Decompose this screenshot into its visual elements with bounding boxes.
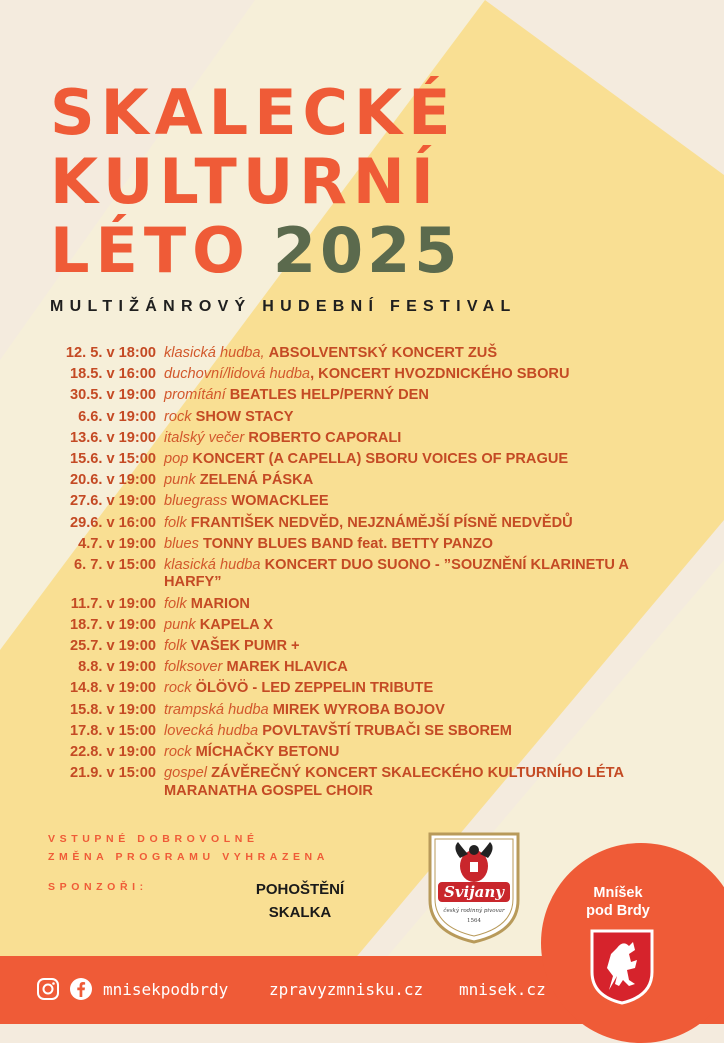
admission-note: VSTUPNÉ DOBROVOLNÉ xyxy=(48,833,259,845)
event-date: 15.8. v 19:00 xyxy=(69,701,156,718)
event-genre: blues xyxy=(164,535,199,552)
town-name xyxy=(568,884,668,920)
event-date: 8.8. v 19:00 xyxy=(78,659,156,676)
event-genre: folksover xyxy=(164,659,223,676)
event-genre: folk xyxy=(164,514,187,531)
facebook-icon[interactable] xyxy=(69,977,93,1001)
event-description xyxy=(164,366,684,384)
schedule-row xyxy=(0,596,724,614)
event-genre: klasická hudba, xyxy=(164,345,265,361)
schedule-row xyxy=(0,345,724,363)
festival-subtitle: MULTIŽÁNROVÝ HUDEBNÍ FESTIVAL xyxy=(50,298,517,315)
schedule-row xyxy=(0,723,724,741)
sponsor-line-2: SKALKA xyxy=(268,904,332,921)
event-date: 25.7. v 19:00 xyxy=(69,637,156,654)
event-genre: duchovní/lidová hudba xyxy=(164,366,311,383)
schedule-row xyxy=(0,659,724,677)
event-date: 12. 5. v 18:00 xyxy=(65,345,156,361)
event-schedule xyxy=(0,345,724,804)
event-description xyxy=(164,596,684,614)
event-date: 22.8. v 19:00 xyxy=(69,743,156,760)
event-name: VAŠEK PUMR + xyxy=(190,637,300,654)
event-genre: trampská hudba xyxy=(164,701,269,718)
event-genre: folk xyxy=(164,637,187,654)
town-name-line-1: Mníšek xyxy=(593,885,643,901)
schedule-row xyxy=(0,409,724,427)
title-line-3 xyxy=(50,214,462,287)
svg-text:český rodinný pivovar: český rodinný pivovar xyxy=(443,908,505,914)
event-genre: punk xyxy=(164,472,196,489)
title-year: 2025 xyxy=(272,214,462,287)
event-description xyxy=(164,430,684,448)
event-genre: rock xyxy=(164,408,192,425)
event-name: KAPELA X xyxy=(199,616,273,633)
event-name: ÖLÖVÖ - LED ZEPPELIN TRIBUTE xyxy=(195,680,434,697)
event-name: MIREK WYROBA BOJOV xyxy=(272,701,445,718)
event-description xyxy=(164,409,684,427)
event-genre: rock xyxy=(164,743,192,760)
event-genre: gospel xyxy=(164,765,208,782)
event-description xyxy=(164,744,684,762)
event-name: ZÁVĚREČNÝ KONCERT SKALECKÉHO KULTURNÍHO LÉTA MARANATHA GOSPEL CHOIR xyxy=(164,765,624,799)
schedule-row xyxy=(0,617,724,635)
event-date: 30.5. v 19:00 xyxy=(69,387,156,404)
event-name: KONCERT DUO SUONO - ”SOUZNĚNÍ KLARINETU A HARFY” xyxy=(164,556,629,591)
svg-text:1564: 1564 xyxy=(467,918,481,924)
event-description xyxy=(164,493,684,511)
event-genre: pop xyxy=(164,450,189,467)
event-description xyxy=(164,638,684,656)
event-description xyxy=(164,723,684,741)
event-description xyxy=(164,659,684,677)
event-date: 15.6. v 15:00 xyxy=(69,450,156,467)
schedule-row xyxy=(0,744,724,762)
event-date: 21.9. v 15:00 xyxy=(69,765,156,782)
event-description xyxy=(164,387,684,405)
event-date: 20.6. v 19:00 xyxy=(69,472,156,489)
event-genre: bluegrass xyxy=(164,493,228,510)
event-date: 18.7. v 19:00 xyxy=(69,616,156,633)
schedule-row xyxy=(0,765,724,800)
program-change-note: ZMĚNA PROGRAMU VYHRAZENA xyxy=(48,851,329,863)
event-date: 6. 7. v 15:00 xyxy=(74,556,156,573)
news-website-link[interactable]: zpravyzmnisku.cz xyxy=(269,980,424,999)
event-name: ABSOLVENTSKÝ KONCERT ZUŠ xyxy=(268,345,498,361)
event-genre: folk xyxy=(164,595,187,612)
schedule-row xyxy=(0,557,724,592)
event-description xyxy=(164,557,684,592)
event-genre: punk xyxy=(164,616,196,633)
schedule-row xyxy=(0,493,724,511)
event-description xyxy=(164,515,684,533)
event-description xyxy=(164,345,684,363)
event-genre: rock xyxy=(164,680,192,697)
program-notes xyxy=(48,830,329,866)
event-genre: promítání xyxy=(164,387,226,404)
event-date: 13.6. v 19:00 xyxy=(69,429,156,446)
event-name: MÍCHAČKY BETONU xyxy=(195,743,340,760)
town-name-line-2: pod Brdy xyxy=(586,903,650,919)
schedule-row xyxy=(0,472,724,490)
event-name: ZELENÁ PÁSKA xyxy=(199,472,314,489)
event-date: 4.7. v 19:00 xyxy=(78,535,156,552)
sponsor-line-1: POHOŠTĚNÍ xyxy=(255,881,345,898)
schedule-row xyxy=(0,638,724,656)
social-links xyxy=(36,977,228,1001)
event-name: WOMACKLEE xyxy=(231,493,329,510)
event-name: MAREK HLAVICA xyxy=(226,659,348,676)
event-genre: lovecká hudba xyxy=(164,722,259,739)
schedule-row xyxy=(0,430,724,448)
event-date: 18.5. v 16:00 xyxy=(69,366,156,383)
event-name: KONCERT (A CAPELLA) SBORU VOICES OF PRAGUE xyxy=(192,450,569,467)
event-description xyxy=(164,617,684,635)
title-line-2: KULTURNÍ xyxy=(50,145,440,218)
title-line-1: SKALECKÉ xyxy=(50,76,457,149)
event-name: ROBERTO CAPORALI xyxy=(248,429,402,446)
town-website-link[interactable]: mnisek.cz xyxy=(459,980,546,999)
event-date: 11.7. v 19:00 xyxy=(70,595,156,612)
schedule-row xyxy=(0,702,724,720)
schedule-row xyxy=(0,366,724,384)
event-name: BEATLES HELP/PERNÝ DEN xyxy=(229,387,429,404)
sponsors-label: SPONZOŘI: xyxy=(48,881,148,893)
schedule-row xyxy=(0,515,724,533)
event-genre: italský večer xyxy=(164,429,245,446)
schedule-row xyxy=(0,451,724,469)
event-name: FRANTIŠEK NEDVĚD, NEJZNÁMĚJŠÍ PÍSNĚ NEDVĚDŮ xyxy=(190,514,573,531)
event-date: 27.6. v 19:00 xyxy=(69,493,156,510)
event-date: 29.6. v 16:00 xyxy=(69,514,156,531)
schedule-row xyxy=(0,680,724,698)
event-description xyxy=(164,765,684,800)
event-genre: klasická hudba xyxy=(164,556,261,573)
instagram-icon[interactable] xyxy=(36,977,60,1001)
event-date: 6.6. v 19:00 xyxy=(78,408,156,425)
event-name: MARION xyxy=(190,595,250,612)
event-date: 14.8. v 19:00 xyxy=(69,680,156,697)
event-name: POVLTAVŠTÍ TRUBAČI SE SBOREM xyxy=(262,722,512,739)
lion-crest-icon xyxy=(589,928,655,1006)
event-description xyxy=(164,451,684,469)
event-description xyxy=(164,680,684,698)
social-handle-link[interactable]: mnisekpodbrdy xyxy=(103,979,229,999)
event-date: 17.8. v 15:00 xyxy=(69,722,156,739)
event-name: , KONCERT HVOZDNICKÉHO SBORU xyxy=(310,366,570,383)
title-word-leto: LÉTO xyxy=(50,214,251,287)
sponsor-name xyxy=(230,878,370,924)
event-description xyxy=(164,472,684,490)
svg-text:Svijany: Svijany xyxy=(443,883,505,901)
svijany-logo xyxy=(424,828,524,946)
event-name: TONNY BLUES BAND feat. BETTY PANZO xyxy=(202,535,493,552)
schedule-row xyxy=(0,536,724,554)
schedule-row xyxy=(0,387,724,405)
event-description xyxy=(164,536,684,554)
event-name: SHOW STACY xyxy=(195,408,294,425)
event-description xyxy=(164,702,684,720)
